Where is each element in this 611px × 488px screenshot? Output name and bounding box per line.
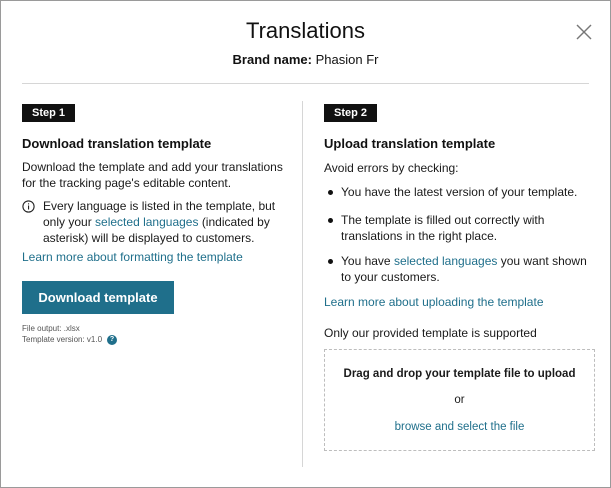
checklist-item-selected-languages xyxy=(341,253,591,285)
file-dropzone[interactable] xyxy=(324,349,595,451)
download-template-button[interactable]: Download template xyxy=(22,281,174,314)
info-icon xyxy=(22,200,35,213)
info-text xyxy=(43,198,295,246)
header-divider xyxy=(22,83,589,84)
step1-heading: Download translation template xyxy=(22,136,212,151)
checklist-item-latest-version: You have the latest version of your template. xyxy=(341,184,591,200)
step2-badge: Step 2 xyxy=(324,104,377,122)
step2-heading: Upload translation template xyxy=(324,136,496,151)
selected-languages-link[interactable]: selected languages xyxy=(95,215,199,229)
bullet3-suffix: you want shown to your customers. xyxy=(341,254,587,284)
step1-description: Download the template and add your translations for the tracking page's editable content. xyxy=(22,160,283,190)
dropzone-title: Drag and drop your template file to upload xyxy=(343,368,576,380)
learn-more-formatting-link[interactable]: Learn more about formatting the template xyxy=(22,250,243,264)
browse-file-link[interactable]: browse and select the file xyxy=(394,421,525,433)
learn-more-uploading-link[interactable]: Learn more about uploading the template xyxy=(324,295,544,309)
bullet3-prefix: You have xyxy=(341,254,391,268)
info-suffix: (indicated by asterisk) will be displayed to customers. xyxy=(43,215,270,245)
info-prefix: Every language is listed in the template, but only your xyxy=(43,199,276,229)
brand-label: Brand name: xyxy=(232,52,312,67)
column-divider xyxy=(302,101,303,467)
brand-value: Phasion Fr xyxy=(315,52,379,67)
brand-name xyxy=(1,52,610,67)
close-icon[interactable] xyxy=(574,22,594,42)
question-icon[interactable]: ? xyxy=(107,335,117,345)
selected-languages-link-2[interactable]: selected languages xyxy=(393,254,498,268)
checklist-item-filled-correctly: The template is filled out correctly with translations in the right place. xyxy=(341,212,591,244)
supported-note: Only our provided template is supported xyxy=(324,326,537,340)
step1-badge: Step 1 xyxy=(22,104,75,122)
template-version: Template version: v1.0 xyxy=(22,335,103,344)
modal-title: Translations xyxy=(245,18,365,43)
file-output: File output: .xlsx xyxy=(22,324,80,333)
step2-intro: Avoid errors by checking: xyxy=(324,161,459,175)
dropzone-or: or xyxy=(454,394,465,406)
